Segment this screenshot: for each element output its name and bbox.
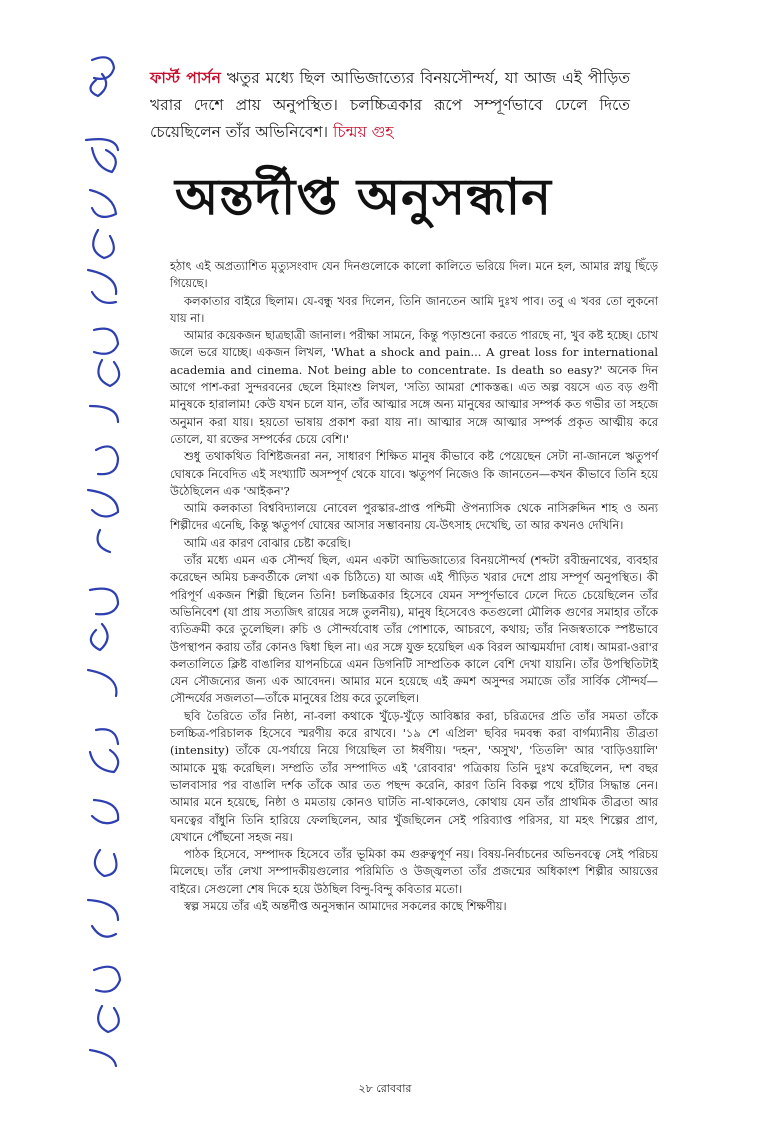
page-footer <box>0 1080 770 1099</box>
article-paragraph: পাঠক হিসেবে, সম্পাদক হিসেবে তাঁর ভূমিকা কম গুরুত্বপূর্ণ নয়। বিষয়-নির্বাচনের অভিনবত্বে সেই পরিচয় মিলেছে। তাঁর লেখা সম্পাদকীয়গুলোর পরিমিতি ও উজ্জ্বলতা তাঁর প্রজন্মের অধিকাংশ শিল্পীর আয়ত্তের বাইরে। সেগুলো শেষ দিকে হয়ে উঠছিল বিন্দু-বিন্দু কবিতার মতো। <box>170 847 658 896</box>
section-kicker: ফার্স্ট পার্সন <box>150 68 221 87</box>
article-paragraph: আমি এর কারণ বোঝার চেষ্টা করেছি। <box>184 535 351 550</box>
article-paragraph: স্বল্প সময়ে তাঁর এই অন্তর্দীপ্ত অনুসন্ধান আমাদের সকলের কাছে শিক্ষণীয়। <box>184 898 507 913</box>
article-paragraph: ছবি তৈরিতে তাঁর নিষ্ঠা, না-বলা কথাকে খুঁড়ে-খুঁড়ে আবিষ্কার করা, চরিত্রদের প্রতি তাঁর সমতা তাঁকে চলচ্চিত্র-পরিচালক হিসেবে স্মরণীয় করে রাখবে। '১৯ শে এপ্রিল' ছবির দমবন্ধ করা বার্গম্যানীয় তীব্রতা (intensity) তাঁকে যে-পর্যায়ে নিয়ে গিয়েছিল তা ঈর্ষণীয়। 'দহন', 'অসুখ', 'তিতলি' আর 'বাড়িওয়ালি' আমাকে মুগ্ধ করেছিল। সম্প্রতি তাঁর সম্পাদিত এই 'রোববার' পত্রিকায় তিনি দুঃখ করেছিলেন, দশ বছর ভালবাসার পর বাঙালি দর্শক তাঁকে আর তত পছন্দ করেনি, কারণ তিনি বিকল্প পথে হাঁটার সিদ্ধান্ত নেন। আমার মনে হয়েছে, নিষ্ঠা ও মমতায় কোনও ঘাটতি না-থাকলেও, কোথায় যেন তাঁর প্রাথমিক তীব্রতা আর ঘনত্বের বাঁধুনি তিনি হারিয়ে ফেলছিলেন, আর খুঁজছিলেন সেই পরিব্যাপ্ত পরিসর, যা মহৎ শিল্পের প্রাণ, যেখানে পৌঁছনো সহজ নয়। <box>170 708 658 844</box>
page-number: ২৮ <box>358 1082 373 1095</box>
article-title: অন্তর্দীপ্ত অনুসন্ধান <box>175 167 552 226</box>
intro-text: ঋতুর মধ্যে ছিল আভিজাত্যের বিনয়সৌন্দর্য, যা আজ এই পীড়িত খরার দেশে প্রায় অনুপস্থিত। চলচ্চিত্রকার রূপে সম্পূর্ণভাবে ঢেলে দিতে চেয়েছিলেন তাঁর অভিনিবেশ। <box>150 69 630 141</box>
intro-blurb <box>150 64 630 146</box>
handwritten-annotation <box>72 30 132 1070</box>
article-paragraph: হঠাৎ এই অপ্রত্যাশিত মৃত্যুসংবাদ যেন দিনগুলোকে কালো কালিতে ভরিয়ে দিল। মনে হল, আমার স্নায়ু ছিঁড়ে গিয়েছে। <box>170 259 658 291</box>
article-paragraph: কলকাতার বাইরে ছিলাম। যে-বন্ধু খবর দিলেন, তিনি জানতেন আমি দুঃখ পাব। তবু এ খবর তো লুকনো যায় না। <box>170 293 659 325</box>
article-paragraph: শুধু তথাকথিত বিশিষ্টজনরা নন, সাধারণ শিক্ষিত মানুষ কীভাবে কষ্ট পেয়েছেন সেটা না-জানলে ঋতুপর্ণ ঘোষকে নিবেদিত এই সংখ্যাটি অসম্পূর্ণ থেকে যাবে। ঋতুপর্ণ নিজেও কি জানতেন—কখন কীভাবে তিনি হয়ে উঠেছিলেন এক 'আইকন'? <box>170 449 658 498</box>
article-paragraph: আমি কলকাতা বিশ্ববিদ্যালয়ে নোবেল পুরস্কার-প্রাপ্ত পশ্চিমী ঔপন্যাসিক থেকে নাসিরুদ্দিন শাহ ও অন্য শিল্পীদের এনেছি, কিন্তু ঋতুপর্ণ ঘোষের আসার সম্ভাবনায় যে-উৎসাহ দেখেছি, তা আর কখনও দেখিনি। <box>170 501 658 533</box>
author-name: চিন্ময় গুহ <box>332 123 394 141</box>
article-paragraph: তাঁর মধ্যে এমন এক সৌন্দর্য ছিল, এমন একটা আভিজাত্যের বিনয়সৌন্দর্য (শব্দটা রবীন্দ্রনাথের, ব্যবহার করেছেন অমিয় চক্রবর্তীকে লেখা এক চিঠিতে) যা আজ এই পীড়িত খরার দেশে প্রায় সম্পূর্ণ অনুপস্থিত। কী পরিপূর্ণ একজন শিল্পী ছিলেন তিনি! চলচ্চিত্রকার হিসেবে যেমন সম্পূর্ণভাবে ঢেলে দিতে চেয়েছিলেন তাঁর অভিনিবেশ (যা প্রায় সত্যজিৎ রায়ের সঙ্গে তুলনীয়), মানুষ হিসেবেও কতগুলো মৌলিক গুণের সমাহার তাঁকে ব্যতিক্রমী করে তুলেছিল। রুচি ও সৌন্দর্যবোধ তাঁর পোশাকে, আচরণে, কথায়; তাঁর নিজস্বতাকে স্পষ্টভাবে উপস্থাপন করায় তাঁর কোনও দ্বিধা ছিল না। এর সঙ্গে যুক্ত হয়েছিল এক বিরল আত্মমর্যাদা বোধ। আমরা-ওরা'র কলতালিতে ক্লিষ্ট বাঙালির যাপনচিত্রে এমন ডিগনিটি সাম্প্রতিক কালে বেশি দেখা যায়নি। তাঁর উপস্থিতিটাই যেন সৌজন্যের জন্য এক আবেদন। আমার মনে হয়েছে এই ক্রমশ অসুন্দর সমাজে তাঁর সার্বিক সৌন্দর্য—সৌন্দর্যের সজলতা—তাঁকে মানুষের প্রিয় করে তুলেছিল। <box>170 553 658 706</box>
article-body <box>170 258 658 915</box>
article-paragraph: আমার কয়েকজন ছাত্রছাত্রী জানাল। পরীক্ষা সামনে, কিন্তু পড়াশুনো করতে পারছে না, খুব কষ্ট হচ্ছে। চোখ জলে ভরে যাচ্ছে। একজন লিখল, 'What a shock and pain... A great loss for international academia and cinema. Not being able to concentrate. Is death so easy?' অনেক দিন আগে পাশ-করা সুন্দরবনের ছেলে হিমাংশু লিখল, 'সত্যি আমরা শোকস্তব্ধ। এত অল্প বয়সে এত বড় গুণী মানুষকে হারালাম! কেউ যখন চলে যান, তাঁর আত্মার সঙ্গে অন্য মানুষের আত্মার সম্পর্ক কত গভীর তা সহজে অনুমান করা যায়। হয়তো ভাষায় প্রকাশ করা যায় না। আত্মার সঙ্গে আত্মার সম্পর্ক প্রকৃত আত্মীয় করে তোলে, যা রক্তের সম্পর্কের চেয়ে বেশি।' <box>170 328 658 446</box>
magazine-name: রোববার <box>376 1082 412 1095</box>
